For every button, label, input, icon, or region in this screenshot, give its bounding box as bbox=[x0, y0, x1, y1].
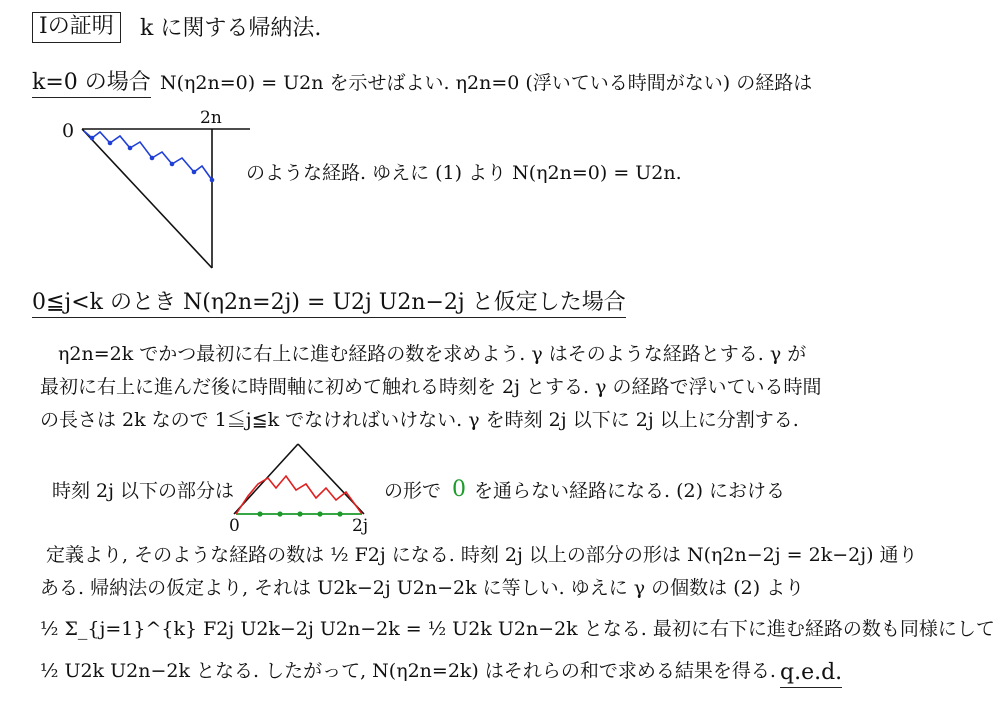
case2-fig-right-post: を通らない経路になる. (2) における bbox=[474, 480, 786, 502]
case1-line2: のような経路. ゆえに (1) より N(η2n=0) = U2n. bbox=[246, 162, 682, 184]
case2-paragraph-line5: ある. 帰納法の仮定より, それは U2k−2j U2n−2k に等しい. ゆえに γ の個数は (2) より bbox=[40, 577, 805, 599]
case2-paragraph-line4: 定義より, そのような経路の数は ½ F2j になる. 時刻 2j 以上の部分の形は N(η2n−2j = 2k−2j) 通り bbox=[46, 544, 918, 566]
case2-paragraph-line6: ½ Σ_{j=1}^{k} F2j U2k−2j U2n−2k = ½ U2k U2n−2k となる. 最初に右下に進む経路の数も同様にして bbox=[40, 618, 995, 640]
proof-title-box: Ⅰの証明 bbox=[32, 12, 121, 43]
case1-fig-origin-label: 0 bbox=[62, 120, 75, 142]
case2-paragraph-line3: の長さは 2k なので 1≦j≦k でなければいけない. γ を時刻 2j 以下に 2j 以上に分割する. bbox=[40, 409, 799, 431]
case2-paragraph-line2: 最初に右上に進んだ後に時間軸に初めて触れる時刻を 2j とする. γ の経路で浮いている時間 bbox=[40, 376, 822, 398]
case2-fig-end-label: 2j bbox=[352, 516, 369, 536]
qed-mark: q.e.d. bbox=[780, 662, 842, 688]
case2-fig-right-pre: の形で bbox=[384, 480, 442, 502]
case1-line1: N(η2n=0) = U2n を示せばよい. η2n=0 (浮いている時間がない) の経路は bbox=[160, 72, 813, 94]
case1-fig-end-label: 2n bbox=[200, 108, 222, 128]
case2-fig-origin-label: 0 bbox=[229, 516, 240, 536]
case2-fig-left-text: 時刻 2j 以下の部分は bbox=[52, 480, 235, 502]
proof-subtitle: k に関する帰納法. bbox=[140, 16, 322, 41]
case1-heading: k=0 の場合 bbox=[32, 72, 151, 98]
case2-paragraph-line7: ½ U2k U2n−2k となる. したがって, N(η2n=2k) はそれらの和で求める結果を得る. bbox=[40, 660, 776, 682]
case2-fig-right-zero: 0 bbox=[452, 477, 466, 502]
case2-paragraph-line1: η2n=2k でかつ最初に右上に進む経路の数を求めよう. γ はそのような経路とする. γ が bbox=[58, 343, 807, 365]
case2-heading: 0≦j<k のとき N(η2n=2j) = U2j U2n−2j と仮定した場合 bbox=[32, 292, 626, 318]
